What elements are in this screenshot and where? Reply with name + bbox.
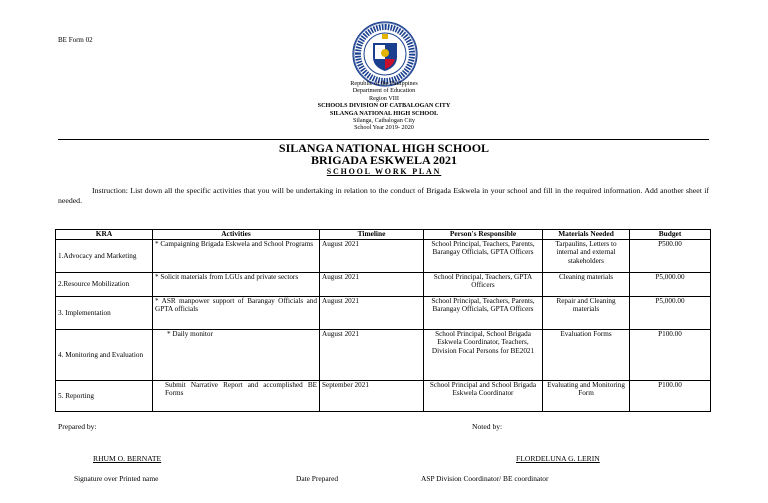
cell-persons: School Principal, Teachers, Parents, Barangay Officials, GPTA Officers: [424, 240, 543, 273]
cell-kra: 2.Resource Mobilization: [56, 273, 153, 297]
cell-budget: P5,000.00: [630, 297, 711, 330]
cell-persons: School Principal and School Brigada Eskwela Coordinator: [424, 381, 543, 412]
col-header-timeline: Timeline: [320, 230, 424, 240]
col-header-activities: Activities: [153, 230, 320, 240]
school-title: SILANGA NATIONAL HIGH SCHOOL: [278, 141, 490, 155]
cell-materials: Repair and Cleaning materials: [543, 297, 630, 330]
document-title: SCHOOL WORK PLAN: [326, 167, 442, 176]
cell-budget: P100.00: [630, 330, 711, 381]
cell-timeline: August 2021: [320, 297, 424, 330]
cell-persons: School Principal, Teachers, Parents, Barangay Officials, GPTA Officers: [424, 297, 543, 330]
form-number: BE Form 02: [58, 36, 93, 44]
cell-kra: 1.Advocacy and Marketing: [56, 240, 153, 273]
col-header-materials: Materials Needed: [543, 230, 630, 240]
cell-activity: Submit Narrative Report and accomplished BE Forms: [153, 381, 320, 412]
noted-by-label: Noted by:: [472, 422, 503, 431]
cell-activity: * Campaigning Brigada Eskwela and School Programs: [153, 240, 320, 273]
program-title: BRIGADA ESKWELA 2021: [310, 153, 458, 167]
cell-persons: School Principal, Teachers, GPTA Officers: [424, 273, 543, 297]
table-row: [56, 381, 711, 412]
cell-activity: * Daily monitor: [153, 330, 320, 381]
cell-kra: 3. Implementation: [56, 297, 153, 330]
header-divider: [58, 139, 709, 140]
cell-budget: P5,000.00: [630, 273, 711, 297]
cell-kra: 5. Reporting: [56, 381, 153, 412]
table-header-row: [56, 230, 711, 240]
deped-seal-logo: [352, 21, 418, 87]
cell-budget: P100.00: [630, 381, 711, 412]
cell-persons: School Principal, School Brigada Eskwela Coordinator, Teachers, Division Focal Persons for BE2021: [424, 330, 543, 381]
col-header-budget: Budget: [630, 230, 711, 240]
coordinator-role-caption: ASP Division Coordinator/ BE coordinator: [421, 474, 549, 483]
work-plan-table: [55, 229, 711, 412]
document-title-block: [0, 142, 768, 177]
cell-activity: * ASR manpower support of Barangay Officials and GPTA officials: [153, 297, 320, 330]
header-line-division: SCHOOLS DIVISION OF CATBALOGAN CITY: [317, 102, 451, 110]
header-line-address: Silanga, Catbalogan City: [352, 117, 416, 125]
agency-header: [0, 80, 768, 132]
cell-materials: Tarpaulins, Letters to internal and external stakeholders: [543, 240, 630, 273]
header-line-region: Region VIII: [369, 94, 399, 102]
cell-timeline: September 2021: [320, 381, 424, 412]
preparer-name: RHUM O. BERNATE: [93, 454, 162, 463]
cell-materials: Evaluation Forms: [543, 330, 630, 381]
table-row: [56, 297, 711, 330]
col-header-kra: KRA: [56, 230, 153, 240]
noter-name: FLORDELUNA G. LERIN: [516, 454, 600, 463]
instruction-paragraph: Instruction: List down all the specific activities that you will be undertaking in relation to the conduct of Brigada Eskwela in your school and fill in the required information. Add another sheet if needed.: [58, 186, 709, 205]
cell-timeline: August 2021: [320, 240, 424, 273]
prepared-by-label: Prepared by:: [58, 422, 97, 431]
table-row: [56, 273, 711, 297]
cell-activity: * Solicit materials from LGUs and private sectors: [153, 273, 320, 297]
table-row: [56, 240, 711, 273]
header-line-school: SILANGA NATIONAL HIGH SCHOOL: [329, 109, 439, 117]
date-prepared-caption: Date Prepared: [296, 474, 339, 483]
signature-caption: Signature over Printed name: [74, 474, 159, 483]
cell-materials: Evaluating and Monitoring Form: [543, 381, 630, 412]
header-line-department: Department of Education: [352, 87, 416, 95]
cell-kra: 4. Monitoring and Evaluation: [56, 330, 153, 381]
header-line-republic: Republic of the Philippines: [350, 80, 418, 87]
cell-materials: Cleaning materials: [543, 273, 630, 297]
cell-budget: P500.00: [630, 240, 711, 273]
table-row: [56, 330, 711, 381]
col-header-persons: Person's Responsible: [424, 230, 543, 240]
header-line-school-year: School Year 2019- 2020: [354, 124, 414, 132]
cell-timeline: August 2021: [320, 330, 424, 381]
cell-timeline: August 2021: [320, 273, 424, 297]
